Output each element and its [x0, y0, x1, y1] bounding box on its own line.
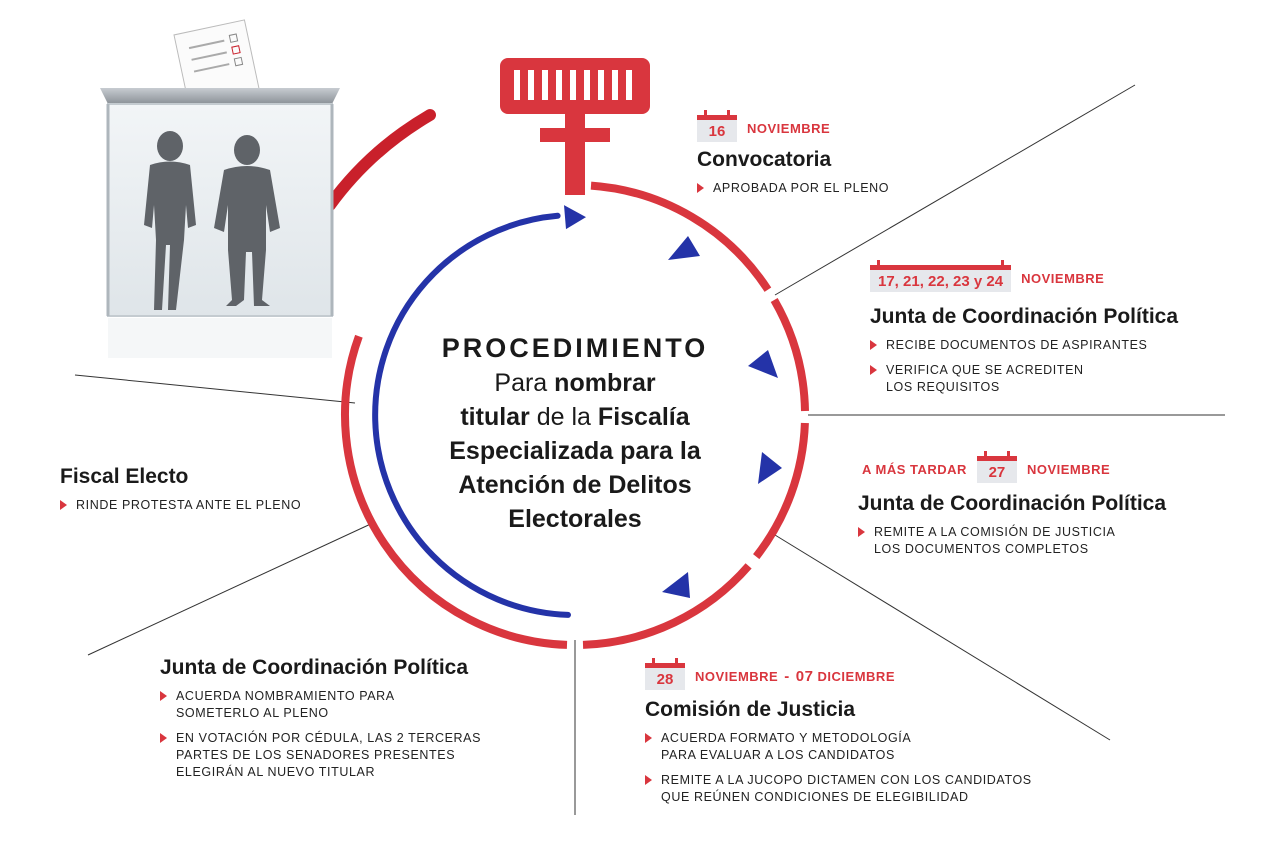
date-number: 07: [795, 668, 814, 685]
center-line: Especializada para la: [449, 437, 701, 465]
ballot-box-icon: [100, 20, 340, 358]
ring-segment: [583, 566, 749, 645]
step-bullet: REMITE A LA JUCOPO DICTAMEN CON LOS CANDIDATOS QUE REÚNEN CONDICIONES DE ELEGIBILIDAD: [645, 772, 1032, 806]
center-word: Para: [494, 369, 548, 397]
ring-segment: [756, 423, 805, 557]
date-number: 27: [988, 464, 1006, 481]
ring-segment: [774, 300, 805, 411]
center-word: titular: [460, 403, 530, 431]
step-junta-remite: [858, 492, 1166, 566]
step-comision: [645, 698, 1032, 814]
calendar-icon: [645, 663, 685, 690]
step-bullet: ACUERDA FORMATO Y METODOLOGÍA PARA EVALUAR A LOS CANDIDATOS: [645, 730, 1032, 764]
date-number: 17, 21, 22, 23 y 24: [878, 273, 1004, 290]
arrow-icon: [668, 236, 700, 260]
date-month: NOVIEMBRE: [1021, 271, 1105, 286]
calendar-badge: [870, 265, 1104, 293]
step-title: Junta de Coordinación Política: [858, 492, 1167, 515]
arrow-icon: [758, 452, 782, 484]
step-title: Junta de Coordinación Política: [870, 305, 1179, 328]
calendar-icon: [977, 456, 1017, 483]
date-month: NOVIEMBRE: [747, 121, 831, 136]
divider-line: [88, 522, 375, 655]
arrow-icon: [662, 572, 690, 598]
date-month: NOVIEMBRE: [1026, 462, 1111, 477]
stamp-handle-icon: [500, 58, 650, 195]
calendar-badge: [697, 115, 830, 143]
calendar-icon: [697, 115, 737, 142]
step-junta-recibe: [870, 305, 1178, 404]
step-title: Convocatoria: [697, 148, 832, 171]
step-title: Junta de Coordinación Política: [160, 656, 469, 679]
date-dash: -: [784, 668, 790, 685]
date-number: 16: [708, 123, 726, 140]
center-line: Electorales: [508, 505, 642, 533]
date-range: [695, 663, 895, 691]
center-word: nombrar: [554, 369, 656, 397]
arrow-icon: [748, 350, 778, 378]
step-convocatoria: [697, 148, 889, 205]
divider-line: [75, 375, 355, 403]
step-bullet: VERIFICA QUE SE ACREDITEN LOS REQUISITOS: [870, 362, 1178, 396]
center-line: Atención de Delitos: [458, 471, 692, 499]
step-bullet: APROBADA POR EL PLENO: [697, 180, 889, 197]
step-title: Fiscal Electo: [60, 465, 189, 488]
step-junta-acuerda: [160, 656, 481, 789]
step-title: Comisión de Justicia: [645, 698, 856, 721]
date-prefix: A MÁS TARDAR: [862, 462, 967, 477]
center-title-block: [405, 333, 745, 536]
calendar-badge: [862, 456, 1110, 484]
date-number: 28: [656, 671, 674, 688]
calendar-icon: [870, 265, 1011, 292]
center-word: Fiscalía: [597, 403, 690, 431]
step-bullet: RINDE PROTESTA ANTE EL PLENO: [60, 497, 301, 514]
center-word: de la: [536, 403, 591, 431]
center-title: PROCEDIMIENTO: [441, 333, 709, 363]
calendar-badge: [645, 663, 895, 691]
arrow-icon: [564, 205, 586, 229]
date-month: DICIEMBRE: [817, 669, 895, 684]
step-fiscal-electo: [60, 465, 301, 522]
date-month: NOVIEMBRE: [695, 669, 779, 684]
step-bullet: REMITE A LA COMISIÓN DE JUSTICIA LOS DOCUMENTOS COMPLETOS: [858, 524, 1166, 558]
step-bullet: ACUERDA NOMBRAMIENTO PARA SOMETERLO AL PLENO: [160, 688, 481, 722]
step-bullet: EN VOTACIÓN POR CÉDULA, LAS 2 TERCERAS PARTES DE LOS SENADORES PRESENTES ELEGIRÁN AL NUEVO TITULAR: [160, 730, 481, 781]
step-bullet: RECIBE DOCUMENTOS DE ASPIRANTES: [870, 337, 1178, 354]
